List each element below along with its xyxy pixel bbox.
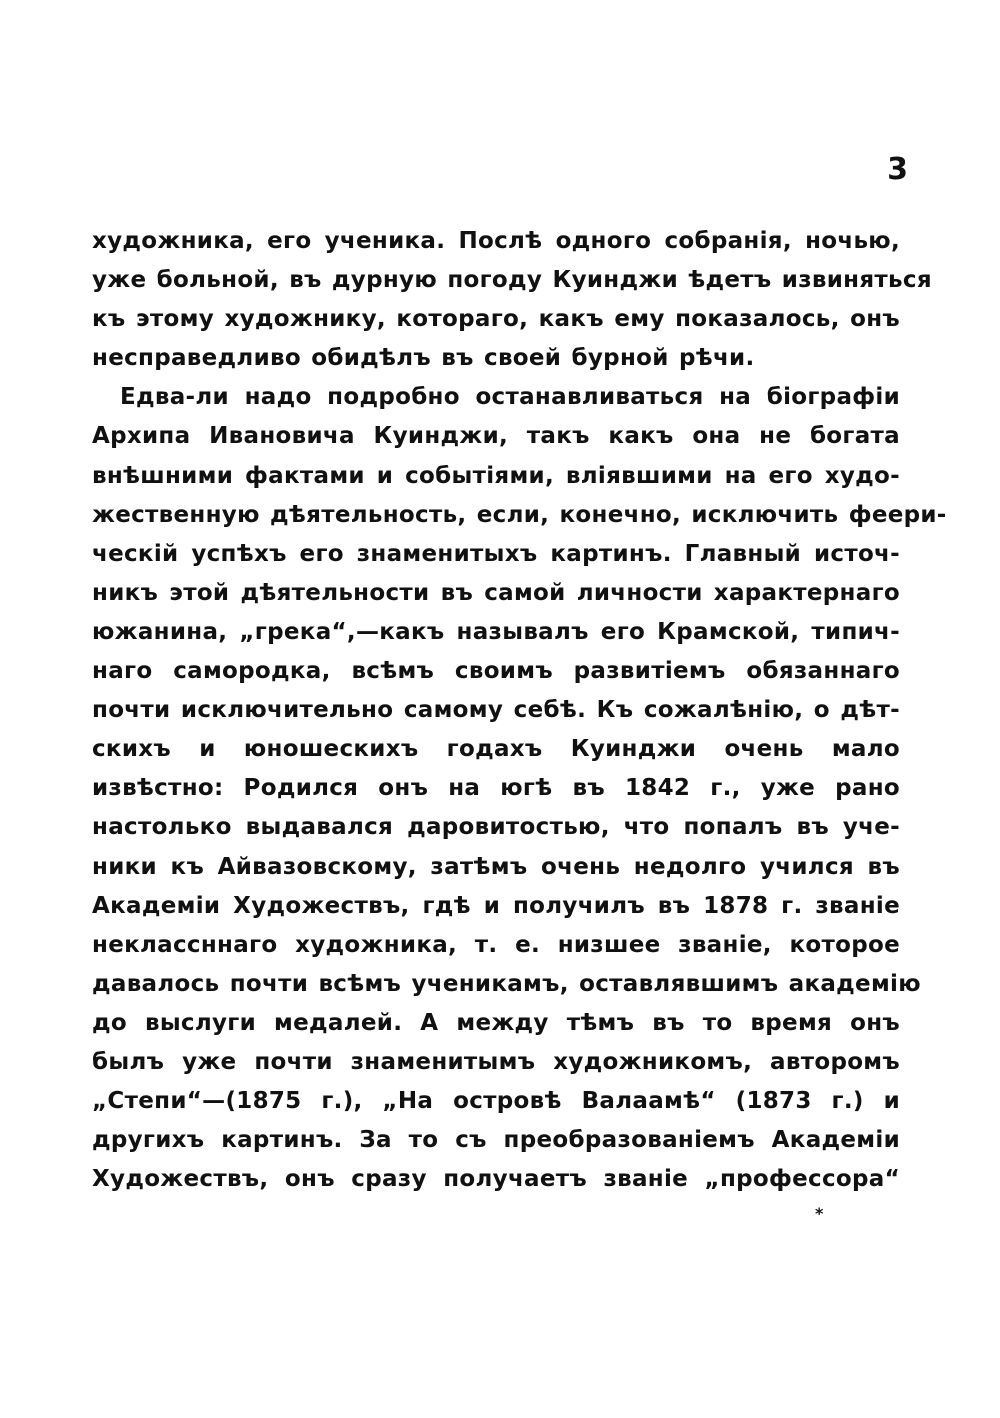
text-line: южанина, „грека“,—какъ называлъ его Крамской, типич- — [92, 618, 900, 645]
text-line: Архипа Ивановича Куинджи, такъ какъ она не богата — [92, 423, 900, 450]
text-line: Едва-ли надо подробно останавливаться на біографіи — [120, 384, 900, 411]
text-line: Художествъ, онъ сразу получаетъ званіе „профессора“ — [92, 1166, 900, 1193]
text-line: къ этому художнику, котораго, какъ ему показалось, онъ — [92, 306, 900, 333]
text-line: ники къ Айвазовскому, затѣмъ очень недолго учился въ — [92, 853, 900, 880]
text-line: извѣстно: Родился онъ на югѣ въ 1842 г., уже рано — [92, 775, 900, 802]
text-line: несправедливо обидѣлъ въ своей бурной рѣчи. — [92, 345, 755, 372]
text-line: скихъ и юношескихъ годахъ Куинджи очень мало — [92, 736, 900, 763]
text-line: никъ этой дѣятельности въ самой личности характернаго — [92, 579, 900, 606]
text-line: наго самородка, всѣмъ своимъ развитіемъ обязаннаго — [92, 658, 900, 685]
text-line: былъ уже почти знаменитымъ художникомъ, авторомъ — [92, 1048, 900, 1075]
text-line: Академіи Художествъ, гдѣ и получилъ въ 1878 г. званіе — [92, 892, 900, 919]
text-line: неклассннаго художника, т. е. низшее званіе, которое — [92, 931, 900, 958]
text-line: почти исключительно самому себѣ. Къ сожалѣнію, о дѣт- — [92, 697, 900, 724]
body-text — [92, 222, 947, 1199]
text-line: жественную дѣятельность, если, конечно, исключить феери- — [92, 501, 947, 528]
text-line: настолько выдавался даровитостью, что попалъ въ уче- — [92, 814, 900, 841]
text-line: уже больной, въ дурную погоду Куинджи ѣдетъ извиняться — [92, 267, 932, 294]
text-line: до выслуги медалей. А между тѣмъ въ то время онъ — [92, 1009, 900, 1036]
text-line: внѣшними фактами и событіями, вліявшими на его худо- — [92, 462, 900, 489]
text-line: „Степи“—(1875 г.), „На островѣ Валаамѣ“ (1873 г.) и — [92, 1088, 900, 1115]
text-line: давалось почти всѣмъ ученикамъ, оставлявшимъ академію — [92, 970, 921, 997]
page-number: 3 — [887, 152, 908, 187]
signature-asterisk: * — [815, 1204, 824, 1223]
text-line: другихъ картинъ. За то съ преобразованіемъ Академіи — [92, 1127, 900, 1154]
text-line: ческій успѣхъ его знаменитыхъ картинъ. Главный источ- — [92, 540, 900, 567]
text-line: художника, его ученика. Послѣ одного собранія, ночью, — [92, 228, 900, 254]
